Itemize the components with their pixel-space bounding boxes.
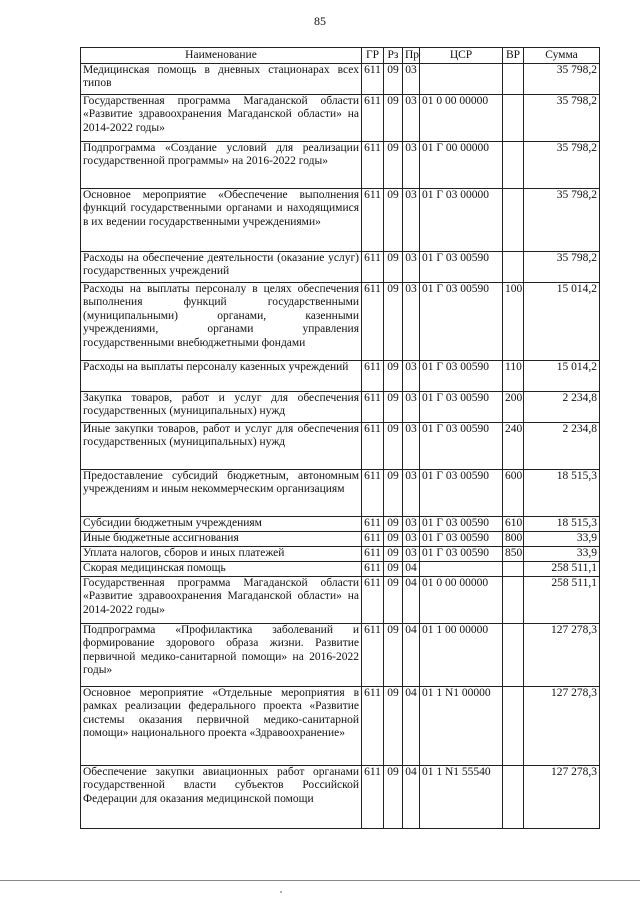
header-vr: ВР xyxy=(503,48,524,64)
cell-name: Уплата налогов, сборов и иных платежей xyxy=(81,547,362,562)
cell-gr: 611 xyxy=(362,547,384,562)
cell-gr: 611 xyxy=(362,392,384,423)
cell-csr: 01 Г 03 00590 xyxy=(420,423,503,470)
header-pr: Пр xyxy=(403,48,420,64)
cell-pr: 03 xyxy=(403,361,420,392)
cell-vr: 600 xyxy=(503,470,524,517)
cell-csr: 01 Г 03 00590 xyxy=(420,547,503,562)
cell-rz: 09 xyxy=(384,562,403,577)
cell-pr: 04 xyxy=(403,687,420,766)
cell-sum: 258 511,1 xyxy=(524,577,600,624)
table-row xyxy=(81,64,600,95)
cell-rz: 09 xyxy=(384,517,403,532)
cell-sum: 18 515,3 xyxy=(524,517,600,532)
cell-rz: 09 xyxy=(384,142,403,189)
cell-vr xyxy=(503,252,524,283)
cell-rz: 09 xyxy=(384,252,403,283)
cell-sum: 127 278,3 xyxy=(524,766,600,829)
cell-pr: 03 xyxy=(403,283,420,361)
cell-csr: 01 1 N1 55540 xyxy=(420,766,503,829)
cell-rz: 09 xyxy=(384,766,403,829)
cell-name: Основное мероприятие «Отдельные мероприятия в рамках реализации федерального проекта «Развитие системы оказания первичной медико-санитарной помощи» национального проекта «Здравоохранение» xyxy=(81,687,362,766)
cell-csr: 01 Г 03 00590 xyxy=(420,252,503,283)
cell-vr xyxy=(503,766,524,829)
table-row xyxy=(81,142,600,189)
cell-sum: 35 798,2 xyxy=(524,189,600,252)
cell-pr: 03 xyxy=(403,95,420,142)
cell-vr xyxy=(503,64,524,95)
cell-name: Расходы на обеспечение деятельности (оказание услуг) государственных учреждений xyxy=(81,252,362,283)
cell-gr: 611 xyxy=(362,532,384,547)
header-name: Наименование xyxy=(81,48,362,64)
cell-vr xyxy=(503,577,524,624)
cell-pr: 03 xyxy=(403,532,420,547)
cell-name: Подпрограмма «Создание условий для реализации государственной программы» на 2016-2022 годы» xyxy=(81,142,362,189)
cell-csr: 01 Г 03 00590 xyxy=(420,392,503,423)
cell-pr: 04 xyxy=(403,766,420,829)
table-row xyxy=(81,361,600,392)
cell-pr: 03 xyxy=(403,470,420,517)
table-row xyxy=(81,624,600,687)
cell-pr: 04 xyxy=(403,562,420,577)
cell-gr: 611 xyxy=(362,283,384,361)
cell-pr: 03 xyxy=(403,189,420,252)
table-row xyxy=(81,392,600,423)
cell-gr: 611 xyxy=(362,624,384,687)
cell-rz: 09 xyxy=(384,547,403,562)
cell-sum: 15 014,2 xyxy=(524,361,600,392)
cell-pr: 03 xyxy=(403,64,420,95)
header-rz: Рз xyxy=(384,48,403,64)
cell-rz: 09 xyxy=(384,392,403,423)
cell-name: Закупка товаров, работ и услуг для обеспечения государственных (муниципальных) нужд xyxy=(81,392,362,423)
cell-csr: 01 Г 03 00590 xyxy=(420,517,503,532)
cell-gr: 611 xyxy=(362,64,384,95)
cell-vr xyxy=(503,624,524,687)
cell-csr: 01 Г 03 00000 xyxy=(420,189,503,252)
cell-rz: 09 xyxy=(384,361,403,392)
cell-rz: 09 xyxy=(384,470,403,517)
cell-name: Основное мероприятие «Обеспечение выполнения функций государственными органами и находящимися в их ведении государственными учреждениями» xyxy=(81,189,362,252)
cell-name: Предоставление субсидий бюджетным, автономным учреждениям и иным некоммерческим организациям xyxy=(81,470,362,517)
cell-pr: 03 xyxy=(403,392,420,423)
cell-pr: 03 xyxy=(403,142,420,189)
cell-name: Государственная программа Магаданской области «Развитие здравоохранения Магаданской области» на 2014-2022 годы» xyxy=(81,95,362,142)
cell-gr: 611 xyxy=(362,95,384,142)
table-row xyxy=(81,423,600,470)
cell-csr: 01 1 00 00000 xyxy=(420,624,503,687)
cell-rz: 09 xyxy=(384,577,403,624)
header-sum: Сумма xyxy=(524,48,600,64)
cell-gr: 611 xyxy=(362,766,384,829)
cell-vr: 240 xyxy=(503,423,524,470)
table-row xyxy=(81,283,600,361)
cell-name: Скорая медицинская помощь xyxy=(81,562,362,577)
cell-sum: 35 798,2 xyxy=(524,142,600,189)
table-row xyxy=(81,517,600,532)
table-row xyxy=(81,470,600,517)
cell-gr: 611 xyxy=(362,252,384,283)
cell-vr: 850 xyxy=(503,547,524,562)
cell-csr xyxy=(420,64,503,95)
cell-sum: 127 278,3 xyxy=(524,687,600,766)
cell-gr: 611 xyxy=(362,189,384,252)
cell-sum: 2 234,8 xyxy=(524,423,600,470)
table-row xyxy=(81,189,600,252)
cell-vr: 800 xyxy=(503,532,524,547)
cell-name: Иные бюджетные ассигнования xyxy=(81,532,362,547)
cell-rz: 09 xyxy=(384,423,403,470)
cell-pr: 03 xyxy=(403,517,420,532)
page-number: 85 xyxy=(314,14,326,28)
table-header-row xyxy=(81,48,600,64)
budget-table xyxy=(80,47,600,829)
cell-pr: 03 xyxy=(403,423,420,470)
table-row xyxy=(81,95,600,142)
cell-csr: 01 0 00 00000 xyxy=(420,577,503,624)
cell-rz: 09 xyxy=(384,532,403,547)
cell-vr: 100 xyxy=(503,283,524,361)
header-csr: ЦСР xyxy=(420,48,503,64)
cell-gr: 611 xyxy=(362,470,384,517)
cell-sum: 35 798,2 xyxy=(524,252,600,283)
cell-gr: 611 xyxy=(362,562,384,577)
cell-vr xyxy=(503,95,524,142)
cell-sum: 18 515,3 xyxy=(524,470,600,517)
table-row xyxy=(81,547,600,562)
cell-pr: 04 xyxy=(403,577,420,624)
table-row xyxy=(81,577,600,624)
table-row xyxy=(81,766,600,829)
cell-csr xyxy=(420,562,503,577)
cell-gr: 611 xyxy=(362,142,384,189)
table-row xyxy=(81,532,600,547)
cell-name: Медицинская помощь в дневных стационарах всех типов xyxy=(81,64,362,95)
cell-vr xyxy=(503,687,524,766)
cell-sum: 127 278,3 xyxy=(524,624,600,687)
cell-pr: 04 xyxy=(403,624,420,687)
cell-sum: 35 798,2 xyxy=(524,95,600,142)
cell-name: Подпрограмма «Профилактика заболеваний и формирование здорового образа жизни. Развитие первичной медико-санитарной помощи» на 2016-2022 годы» xyxy=(81,624,362,687)
cell-csr: 01 Г 03 00590 xyxy=(420,532,503,547)
cell-gr: 611 xyxy=(362,361,384,392)
cell-vr xyxy=(503,189,524,252)
cell-rz: 09 xyxy=(384,64,403,95)
cell-csr: 01 Г 00 00000 xyxy=(420,142,503,189)
header-gr: ГР xyxy=(362,48,384,64)
cell-sum: 35 798,2 xyxy=(524,64,600,95)
page-bottom-rule xyxy=(0,880,640,881)
cell-sum: 2 234,8 xyxy=(524,392,600,423)
cell-sum: 15 014,2 xyxy=(524,283,600,361)
cell-gr: 611 xyxy=(362,517,384,532)
cell-name: Субсидии бюджетным учреждениям xyxy=(81,517,362,532)
cell-vr: 200 xyxy=(503,392,524,423)
cell-vr xyxy=(503,142,524,189)
cell-vr: 110 xyxy=(503,361,524,392)
cell-csr: 01 Г 03 00590 xyxy=(420,283,503,361)
cell-vr: 610 xyxy=(503,517,524,532)
cell-csr: 01 1 N1 00000 xyxy=(420,687,503,766)
cell-rz: 09 xyxy=(384,283,403,361)
cell-name: Расходы на выплаты персоналу казенных учреждений xyxy=(81,361,362,392)
cell-gr: 611 xyxy=(362,423,384,470)
cell-name: Обеспечение закупки авиационных работ органами государственной власти субъектов Российской Федерации для оказания медицинской помощи xyxy=(81,766,362,829)
cell-pr: 03 xyxy=(403,252,420,283)
cell-csr: 01 Г 03 00590 xyxy=(420,470,503,517)
table-row xyxy=(81,687,600,766)
cell-rz: 09 xyxy=(384,624,403,687)
scan-speck xyxy=(280,891,282,893)
cell-csr: 01 0 00 00000 xyxy=(420,95,503,142)
cell-csr: 01 Г 03 00590 xyxy=(420,361,503,392)
cell-sum: 33,9 xyxy=(524,547,600,562)
cell-pr: 03 xyxy=(403,547,420,562)
cell-vr xyxy=(503,562,524,577)
cell-rz: 09 xyxy=(384,95,403,142)
cell-gr: 611 xyxy=(362,687,384,766)
table-row xyxy=(81,252,600,283)
cell-sum: 33,9 xyxy=(524,532,600,547)
cell-sum: 258 511,1 xyxy=(524,562,600,577)
cell-rz: 09 xyxy=(384,687,403,766)
cell-rz: 09 xyxy=(384,189,403,252)
cell-name: Государственная программа Магаданской области «Развитие здравоохранения Магаданской области» на 2014-2022 годы» xyxy=(81,577,362,624)
cell-name: Иные закупки товаров, работ и услуг для обеспечения государственных (муниципальных) нужд xyxy=(81,423,362,470)
cell-name: Расходы на выплаты персоналу в целях обеспечения выполнения функций государственными (муниципальными) органами, казенными учреждениями, органами управления государственными внебюджетными фондами xyxy=(81,283,362,361)
cell-gr: 611 xyxy=(362,577,384,624)
table-row xyxy=(81,562,600,577)
